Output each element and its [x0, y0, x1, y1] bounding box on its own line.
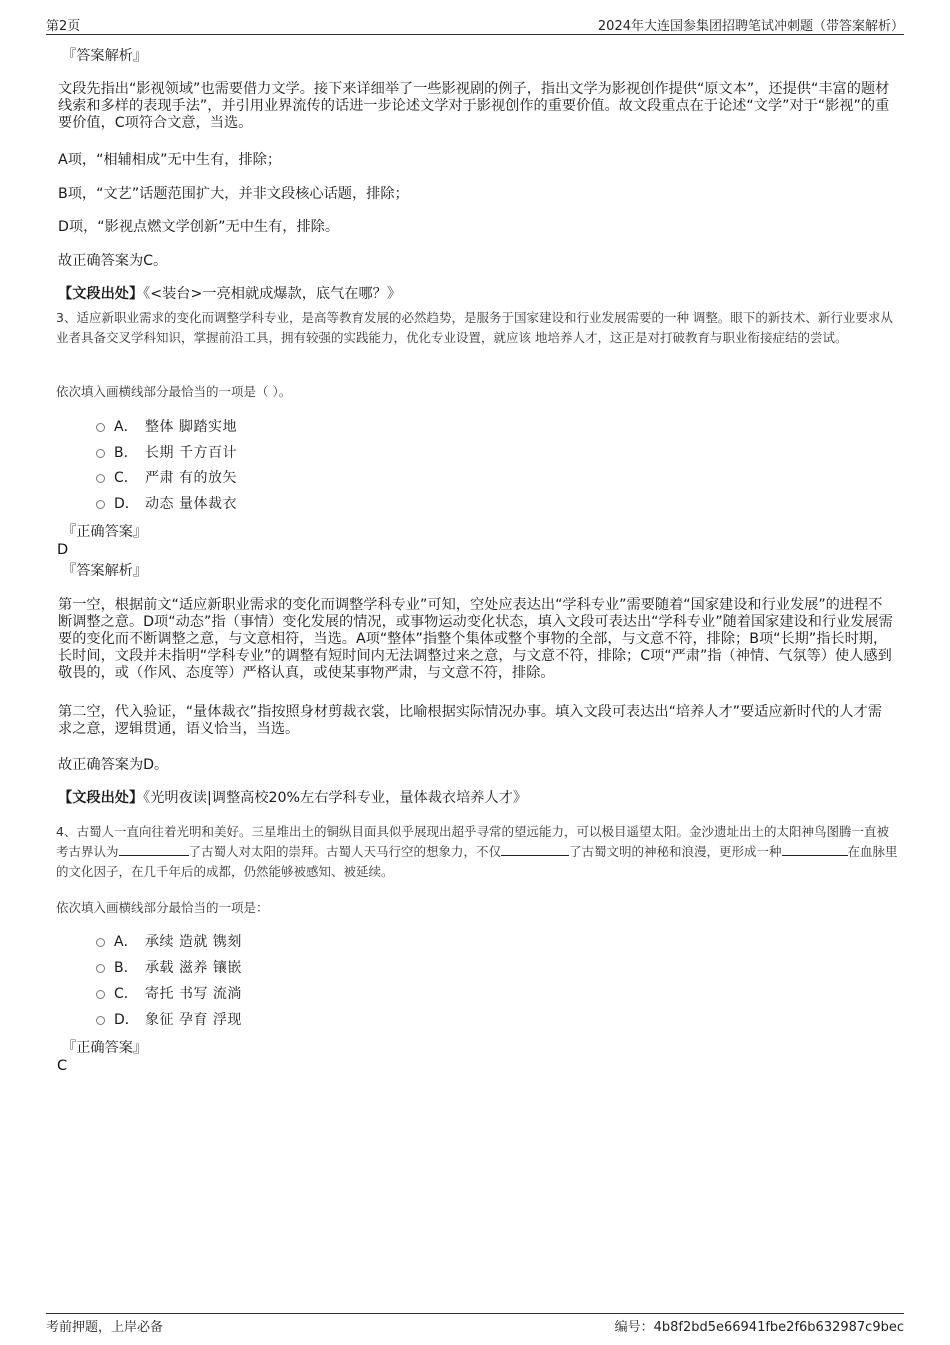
q4-correct-label: 『正确答案』	[62, 1040, 148, 1056]
q3-correct-label: 『正确答案』	[62, 524, 148, 540]
page-header	[46, 14, 904, 35]
q3-source-text: 《光明夜读|调整高校20%左右学科专业，量体裁衣培养人才》	[143, 790, 528, 806]
q4-correct-answer: C	[57, 1058, 68, 1074]
radio-button[interactable]	[96, 449, 105, 458]
fill-blank-2	[501, 842, 569, 856]
page-number: 第2页	[46, 19, 81, 34]
q2-analysis-label: 『答案解析』	[62, 48, 148, 64]
q3-correct-answer: D	[57, 542, 69, 558]
q2-conclusion: 故正确答案为C。	[58, 253, 168, 269]
radio-button[interactable]	[96, 423, 105, 432]
q2-analysis-paragraph: 文段先指出“影视领域”也需要借力文学。接下来详细举了一些影视剧的例子，指出文学为影视创作提供“原文本”，还提供“丰富的题材线索和多样的表现手法”，并引用业界流传的话进一步论述文学对于影视创作的重要价值。故文段重点在于论述“文学”对于“影视”的重要价值，C项符合文意，当选。	[58, 81, 890, 131]
radio-button[interactable]	[96, 964, 105, 973]
radio-button[interactable]	[96, 500, 105, 509]
fill-blank-1	[119, 842, 189, 856]
radio-button[interactable]	[96, 1016, 105, 1025]
q2-source-text: 《<装台>一亮相就成爆款，底气在哪？》	[143, 286, 402, 302]
q2-source	[58, 286, 896, 303]
q3-conclusion: 故正确答案为D。	[58, 757, 169, 773]
q2-option-b-analysis: B项，“文艺”话题范围扩大，并非文段核心话题，排除；	[58, 186, 409, 202]
q2-source-label: 【文段出处】	[58, 286, 144, 302]
q3-source	[58, 790, 896, 807]
q4-question-text: 4、古蜀人一直向往着光明和美好。三星堆出土的铜纵目面具似乎展现出超乎寻常的望远能力，可以极目遥望太阳。金沙遗址出土的太阳神鸟图腾一直被考古界认为 了古蜀人对太阳的崇拜。古蜀人天马行空的想象力，不仅 了古蜀文明的神秘和浪漫，更形成一种 在血脉里的文化因子，在几千年后的成都，仍然能够被感知、被延续。	[56, 824, 898, 879]
q3-analysis-paragraph-2: 第二空，代入验证，“量体裁衣”指按照身材剪裁衣裳，比喻根据实际情况办事。填入文段可表达出“培养人才”要适应新时代的人才需求之意，逻辑贯通，语义恰当，当选。	[58, 704, 882, 737]
page-footer	[46, 1313, 904, 1334]
q3-source-label: 【文段出处】	[58, 790, 144, 806]
footer-slogan: 考前押题，上岸必备	[46, 1320, 164, 1335]
document-title: 2024年大连国参集团招聘笔试冲刺题（带答案解析）	[597, 19, 904, 34]
q3-analysis-paragraph-1: 第一空，根据前文“适应新职业需求的变化而调整学科专业”可知，空处应表达出“学科专业”需要随着“国家建设和行业发展”的进程不断调整之意。D项“动态”指（事情）变化发展的情况，或事物运动变化状态，填入文段可表达出“学科专业”随着国家建设和行业发展需要的变化而不断调整之意，与文意相符，当选。A项“整体”指整个集体或整个事物的全部，与文意不符，排除；B项“长期”指长时期，长时间，文段并未指明“学科专业”的调整有短时间内无法调整过来之意，与文意不符，排除；C项“严肃”指（神情、气氛等）使人感到敬畏的，或（作风、态度等）严格认真，或使某事物严肃，与文意不符，排除。	[58, 597, 893, 681]
q3-analysis-label: 『答案解析』	[62, 563, 148, 579]
q2-option-a-analysis: A项，“相辅相成”无中生有，排除；	[58, 152, 282, 168]
fill-blank-3	[782, 842, 848, 856]
q3-question-text: 3、适应新职业需求的变化而调整学科专业，是高等教育发展的必然趋势，是服务于国家建设和行业发展需要的一种 调整。眼下的新技术、新行业要求从业者具备交叉学科知识，掌握前沿工具，拥有较强的实践能力，优化专业设置，就应该 地培养人才，这正是对打破教育与职业衔接症结的尝试。	[56, 310, 893, 345]
q4-instruction: 依次填入画横线部分最恰当的一项是：	[56, 900, 269, 915]
q2-option-d-analysis: D项，“影视点燃文学创新”无中生有，排除。	[58, 219, 340, 235]
radio-button[interactable]	[96, 990, 105, 999]
q3-instruction: 依次填入画横线部分最恰当的一项是（ ）。	[56, 384, 292, 399]
radio-button[interactable]	[96, 474, 105, 483]
footer-serial: 编号：4b8f2bd5e66941fbe2f6b632987c9bec	[614, 1320, 904, 1335]
radio-button[interactable]	[96, 938, 105, 947]
